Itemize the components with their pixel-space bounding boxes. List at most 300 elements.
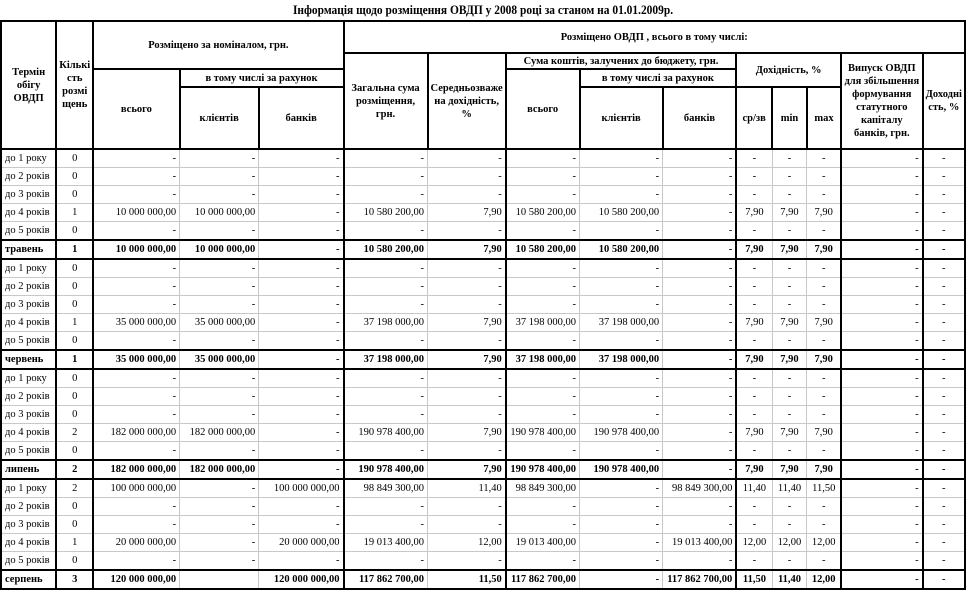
cell-weighted-yield: - [428,369,506,388]
cell-budget-total: - [506,406,580,424]
cell-term: до 3 років [1,406,56,424]
cell-weighted-yield: - [428,442,506,461]
cell-yield-min: 7,90 [772,314,807,332]
cell-weighted-yield: 7,90 [428,350,506,369]
cell-yield-max: - [807,406,841,424]
cell-capital-issue: - [841,332,923,351]
cell-capital-yield: - [923,388,965,406]
cell-capital-yield: - [923,534,965,552]
cell-budget-clients: 10 580 200,00 [580,204,663,222]
cell-yield-max: - [807,296,841,314]
cell-budget-clients: - [580,479,663,498]
cell-weighted-yield: - [428,222,506,241]
table-header [1,21,965,149]
cell-capital-issue: - [841,168,923,186]
cell-yield-min: - [772,516,807,534]
cell-weighted-yield: - [428,552,506,571]
cell-capital-yield: - [923,498,965,516]
cell-yield-min: - [772,259,807,278]
cell-yield-avg: - [736,222,772,241]
table-row [1,442,965,461]
cell-term: до 3 років [1,296,56,314]
cell-nominal-total: - [93,498,179,516]
table-body [1,149,965,589]
cell-term: червень [1,350,56,369]
cell-capital-yield: - [923,442,965,461]
cell-count: 0 [56,332,93,351]
cell-nominal-total: - [93,552,179,571]
cell-yield-avg: - [736,186,772,204]
table-row [1,498,965,516]
cell-capital-issue: - [841,552,923,571]
header-capital-issue: Випуск ОВДП для збільшення формування статутного капіталу банків, грн. [841,53,923,149]
cell-weighted-yield: - [428,498,506,516]
cell-count: 1 [56,204,93,222]
cell-budget-banks: 117 862 700,00 [663,570,737,589]
table-row [1,314,965,332]
cell-yield-max: - [807,278,841,296]
cell-capital-issue: - [841,314,923,332]
cell-budget-total: 98 849 300,00 [506,479,580,498]
cell-budget-total: - [506,332,580,351]
cell-nominal-total: - [93,149,179,168]
cell-yield-max: 12,00 [807,570,841,589]
cell-nominal-banks: - [259,259,344,278]
cell-term: до 2 років [1,498,56,516]
cell-yield-min: 7,90 [772,350,807,369]
cell-total-sum: - [344,498,428,516]
cell-nominal-clients: 10 000 000,00 [180,204,259,222]
cell-nominal-clients: - [180,406,259,424]
cell-count: 0 [56,278,93,296]
cell-yield-min: - [772,498,807,516]
cell-nominal-clients: - [180,186,259,204]
cell-nominal-clients: 35 000 000,00 [180,350,259,369]
cell-term: до 1 року [1,369,56,388]
cell-budget-clients: - [580,516,663,534]
cell-yield-max: - [807,149,841,168]
cell-capital-yield: - [923,168,965,186]
cell-budget-clients: - [580,168,663,186]
cell-count: 3 [56,570,93,589]
cell-nominal-clients: - [180,442,259,461]
cell-budget-banks: - [663,296,737,314]
cell-nominal-total: 182 000 000,00 [93,424,179,442]
cell-yield-max: - [807,498,841,516]
header-nominal-banks: банків [259,87,344,149]
cell-yield-min: 12,00 [772,534,807,552]
cell-budget-total: - [506,149,580,168]
cell-yield-min: - [772,332,807,351]
cell-budget-total: 190 978 400,00 [506,424,580,442]
cell-capital-issue: - [841,350,923,369]
cell-capital-yield: - [923,479,965,498]
cell-weighted-yield: 7,90 [428,424,506,442]
cell-nominal-total: 182 000 000,00 [93,460,179,479]
header-yield-max: max [807,87,841,149]
cell-nominal-banks: - [259,168,344,186]
cell-total-sum: 37 198 000,00 [344,350,428,369]
cell-yield-min: 7,90 [772,424,807,442]
header-yield-avg: ср/зв [736,87,772,149]
cell-budget-clients: 10 580 200,00 [580,240,663,259]
cell-weighted-yield: - [428,406,506,424]
cell-budget-banks: - [663,149,737,168]
cell-count: 2 [56,460,93,479]
table-row [1,424,965,442]
cell-count: 0 [56,516,93,534]
cell-capital-issue: - [841,424,923,442]
cell-total-sum: - [344,552,428,571]
cell-capital-issue: - [841,149,923,168]
cell-weighted-yield: - [428,149,506,168]
cell-budget-total: - [506,296,580,314]
cell-yield-max: - [807,332,841,351]
cell-nominal-clients: - [180,259,259,278]
cell-term: до 4 років [1,204,56,222]
cell-nominal-total: - [93,406,179,424]
cell-nominal-clients: - [180,222,259,241]
cell-nominal-clients: - [180,168,259,186]
cell-budget-total: 37 198 000,00 [506,350,580,369]
cell-term: до 3 років [1,186,56,204]
cell-budget-total: 117 862 700,00 [506,570,580,589]
cell-yield-min: - [772,168,807,186]
cell-nominal-banks: - [259,516,344,534]
cell-yield-avg: 12,00 [736,534,772,552]
cell-count: 0 [56,442,93,461]
table-row [1,406,965,424]
cell-nominal-clients: 182 000 000,00 [180,424,259,442]
cell-capital-issue: - [841,369,923,388]
cell-budget-clients: 37 198 000,00 [580,314,663,332]
cell-nominal-total: 35 000 000,00 [93,350,179,369]
cell-budget-banks: - [663,168,737,186]
cell-yield-avg: - [736,388,772,406]
cell-yield-max: - [807,552,841,571]
cell-term: липень [1,460,56,479]
cell-budget-banks: 19 013 400,00 [663,534,737,552]
cell-budget-banks: - [663,350,737,369]
cell-budget-total: - [506,278,580,296]
cell-count: 1 [56,240,93,259]
cell-budget-total: - [506,369,580,388]
cell-budget-clients: - [580,332,663,351]
cell-yield-avg: - [736,296,772,314]
cell-nominal-banks: - [259,296,344,314]
cell-budget-banks: - [663,332,737,351]
cell-nominal-clients: - [180,479,259,498]
cell-yield-avg: - [736,149,772,168]
cell-nominal-banks: - [259,460,344,479]
cell-nominal-banks: 120 000 000,00 [259,570,344,589]
header-placed-group: Розміщено ОВДП , всього в тому числі: [344,21,965,53]
cell-term: до 2 років [1,168,56,186]
table-row [1,388,965,406]
cell-term: до 5 років [1,332,56,351]
cell-capital-issue: - [841,516,923,534]
month-total-row [1,350,965,369]
cell-total-sum: - [344,222,428,241]
cell-capital-issue: - [841,204,923,222]
cell-budget-banks: - [663,204,737,222]
cell-total-sum: - [344,406,428,424]
cell-nominal-clients: - [180,534,259,552]
header-nominal-group: Розміщено за номіналом, грн. [93,21,343,69]
cell-yield-max: 7,90 [807,204,841,222]
cell-yield-min: - [772,388,807,406]
cell-weighted-yield: - [428,186,506,204]
cell-total-sum: - [344,259,428,278]
cell-yield-min: 7,90 [772,240,807,259]
cell-total-sum: - [344,388,428,406]
cell-yield-min: 7,90 [772,204,807,222]
cell-total-sum: 37 198 000,00 [344,314,428,332]
cell-capital-issue: - [841,278,923,296]
cell-yield-min: - [772,186,807,204]
cell-weighted-yield: 7,90 [428,240,506,259]
cell-total-sum: 10 580 200,00 [344,204,428,222]
cell-weighted-yield: - [428,296,506,314]
cell-capital-issue: - [841,388,923,406]
cell-weighted-yield: 12,00 [428,534,506,552]
cell-nominal-total: 10 000 000,00 [93,240,179,259]
cell-nominal-total: 120 000 000,00 [93,570,179,589]
cell-yield-avg: 7,90 [736,460,772,479]
cell-count: 0 [56,296,93,314]
cell-budget-total: 190 978 400,00 [506,460,580,479]
cell-nominal-banks: - [259,406,344,424]
cell-total-sum: - [344,369,428,388]
cell-nominal-banks: - [259,204,344,222]
cell-yield-max: - [807,442,841,461]
cell-term: до 1 року [1,259,56,278]
cell-total-sum: 19 013 400,00 [344,534,428,552]
cell-capital-yield: - [923,240,965,259]
cell-budget-banks: 98 849 300,00 [663,479,737,498]
cell-budget-total: - [506,552,580,571]
cell-nominal-clients: - [180,332,259,351]
header-budget-incl: в тому числі за рахунок [580,69,737,87]
cell-term: до 4 років [1,534,56,552]
cell-capital-yield: - [923,460,965,479]
cell-nominal-total: 100 000 000,00 [93,479,179,498]
cell-yield-avg: 11,50 [736,570,772,589]
cell-budget-total: 37 198 000,00 [506,314,580,332]
cell-budget-banks: - [663,442,737,461]
cell-nominal-banks: - [259,149,344,168]
header-yield-min: min [772,87,807,149]
cell-yield-avg: - [736,516,772,534]
cell-yield-avg: - [736,442,772,461]
cell-budget-banks: - [663,240,737,259]
cell-nominal-clients: - [180,498,259,516]
cell-budget-clients: - [580,186,663,204]
cell-budget-banks: - [663,460,737,479]
cell-nominal-banks: 20 000 000,00 [259,534,344,552]
cell-term: до 2 років [1,388,56,406]
cell-nominal-banks: - [259,388,344,406]
cell-nominal-total: - [93,332,179,351]
cell-weighted-yield: - [428,168,506,186]
cell-budget-clients: - [580,570,663,589]
cell-nominal-banks: - [259,240,344,259]
cell-budget-banks: - [663,388,737,406]
cell-nominal-banks: - [259,498,344,516]
cell-capital-issue: - [841,406,923,424]
cell-nominal-banks: 100 000 000,00 [259,479,344,498]
cell-weighted-yield: - [428,516,506,534]
cell-yield-max: - [807,259,841,278]
cell-capital-yield: - [923,296,965,314]
cell-total-sum: - [344,168,428,186]
header-capital-yield: Доходні сть, % [923,53,965,149]
table-row [1,332,965,351]
cell-budget-clients: - [580,149,663,168]
table-row [1,479,965,498]
cell-capital-yield: - [923,314,965,332]
cell-budget-clients: - [580,534,663,552]
cell-budget-clients: - [580,278,663,296]
cell-yield-max: - [807,388,841,406]
cell-nominal-clients: - [180,516,259,534]
cell-count: 0 [56,388,93,406]
cell-nominal-total: - [93,278,179,296]
cell-yield-avg: - [736,552,772,571]
table-row [1,204,965,222]
cell-nominal-banks: - [259,424,344,442]
ovdp-placement-table [0,20,966,590]
cell-yield-min: - [772,552,807,571]
cell-nominal-total: - [93,296,179,314]
cell-budget-banks: - [663,259,737,278]
cell-budget-banks: - [663,222,737,241]
cell-capital-yield: - [923,186,965,204]
cell-term: до 1 року [1,149,56,168]
cell-capital-yield: - [923,516,965,534]
cell-capital-yield: - [923,570,965,589]
cell-capital-issue: - [841,534,923,552]
cell-yield-max: - [807,516,841,534]
cell-budget-banks: - [663,516,737,534]
table-row [1,369,965,388]
cell-total-sum: - [344,149,428,168]
cell-yield-max: 7,90 [807,460,841,479]
table-row [1,222,965,241]
cell-yield-max: 7,90 [807,350,841,369]
table-row [1,168,965,186]
cell-count: 0 [56,552,93,571]
cell-budget-banks: - [663,186,737,204]
cell-count: 2 [56,424,93,442]
cell-yield-min: 11,40 [772,479,807,498]
cell-budget-banks: - [663,498,737,516]
cell-nominal-clients: - [180,369,259,388]
table-row [1,296,965,314]
cell-total-sum: 190 978 400,00 [344,424,428,442]
cell-weighted-yield: 7,90 [428,204,506,222]
cell-nominal-total: - [93,222,179,241]
cell-capital-yield: - [923,406,965,424]
cell-yield-min: - [772,406,807,424]
cell-total-sum: 98 849 300,00 [344,479,428,498]
cell-nominal-total: 20 000 000,00 [93,534,179,552]
cell-yield-max: 7,90 [807,424,841,442]
cell-capital-issue: - [841,186,923,204]
cell-term: до 5 років [1,552,56,571]
cell-capital-issue: - [841,296,923,314]
cell-weighted-yield: - [428,388,506,406]
report-title: Інформація щодо розміщення ОВДП у 2008 році за станом на 01.01.2009р. [292,2,674,17]
cell-yield-avg: - [736,168,772,186]
table-row [1,516,965,534]
cell-term: до 5 років [1,222,56,241]
cell-budget-banks: - [663,406,737,424]
cell-capital-yield: - [923,369,965,388]
cell-yield-avg: 7,90 [736,240,772,259]
cell-budget-banks: - [663,424,737,442]
cell-budget-clients: - [580,442,663,461]
cell-budget-total: 10 580 200,00 [506,204,580,222]
cell-yield-min: 7,90 [772,460,807,479]
cell-weighted-yield: - [428,332,506,351]
cell-weighted-yield: - [428,278,506,296]
cell-nominal-total: - [93,186,179,204]
cell-yield-max: - [807,186,841,204]
cell-term: травень [1,240,56,259]
header-nominal-total: всього [93,69,179,149]
cell-yield-min: - [772,222,807,241]
cell-nominal-banks: - [259,332,344,351]
cell-term: серпень [1,570,56,589]
cell-nominal-banks: - [259,552,344,571]
cell-capital-yield: - [923,259,965,278]
cell-capital-issue: - [841,442,923,461]
header-count: Кількі сть розмі щень [56,21,93,149]
cell-yield-max: 7,90 [807,240,841,259]
cell-nominal-total: - [93,259,179,278]
cell-budget-banks: - [663,314,737,332]
cell-yield-avg: - [736,369,772,388]
cell-capital-issue: - [841,259,923,278]
cell-capital-issue: - [841,240,923,259]
cell-term: до 2 років [1,278,56,296]
cell-budget-total: - [506,259,580,278]
cell-yield-avg: 7,90 [736,204,772,222]
cell-budget-clients: - [580,406,663,424]
cell-yield-avg: 7,90 [736,350,772,369]
cell-weighted-yield: - [428,259,506,278]
header-total-sum: Загальна сума розміщення, грн. [344,53,428,149]
cell-weighted-yield: 7,90 [428,460,506,479]
cell-yield-avg: - [736,332,772,351]
header-budget-clients: клієнтів [580,87,663,149]
cell-yield-avg: - [736,278,772,296]
cell-nominal-total: - [93,442,179,461]
cell-capital-issue: - [841,498,923,516]
cell-capital-issue: - [841,479,923,498]
cell-budget-clients: - [580,552,663,571]
cell-yield-min: 11,40 [772,570,807,589]
cell-count: 0 [56,406,93,424]
month-total-row [1,240,965,259]
cell-capital-issue: - [841,460,923,479]
cell-budget-clients: - [580,222,663,241]
cell-budget-clients: 37 198 000,00 [580,350,663,369]
cell-yield-max: 7,90 [807,314,841,332]
cell-nominal-total: 35 000 000,00 [93,314,179,332]
cell-budget-banks: - [663,369,737,388]
